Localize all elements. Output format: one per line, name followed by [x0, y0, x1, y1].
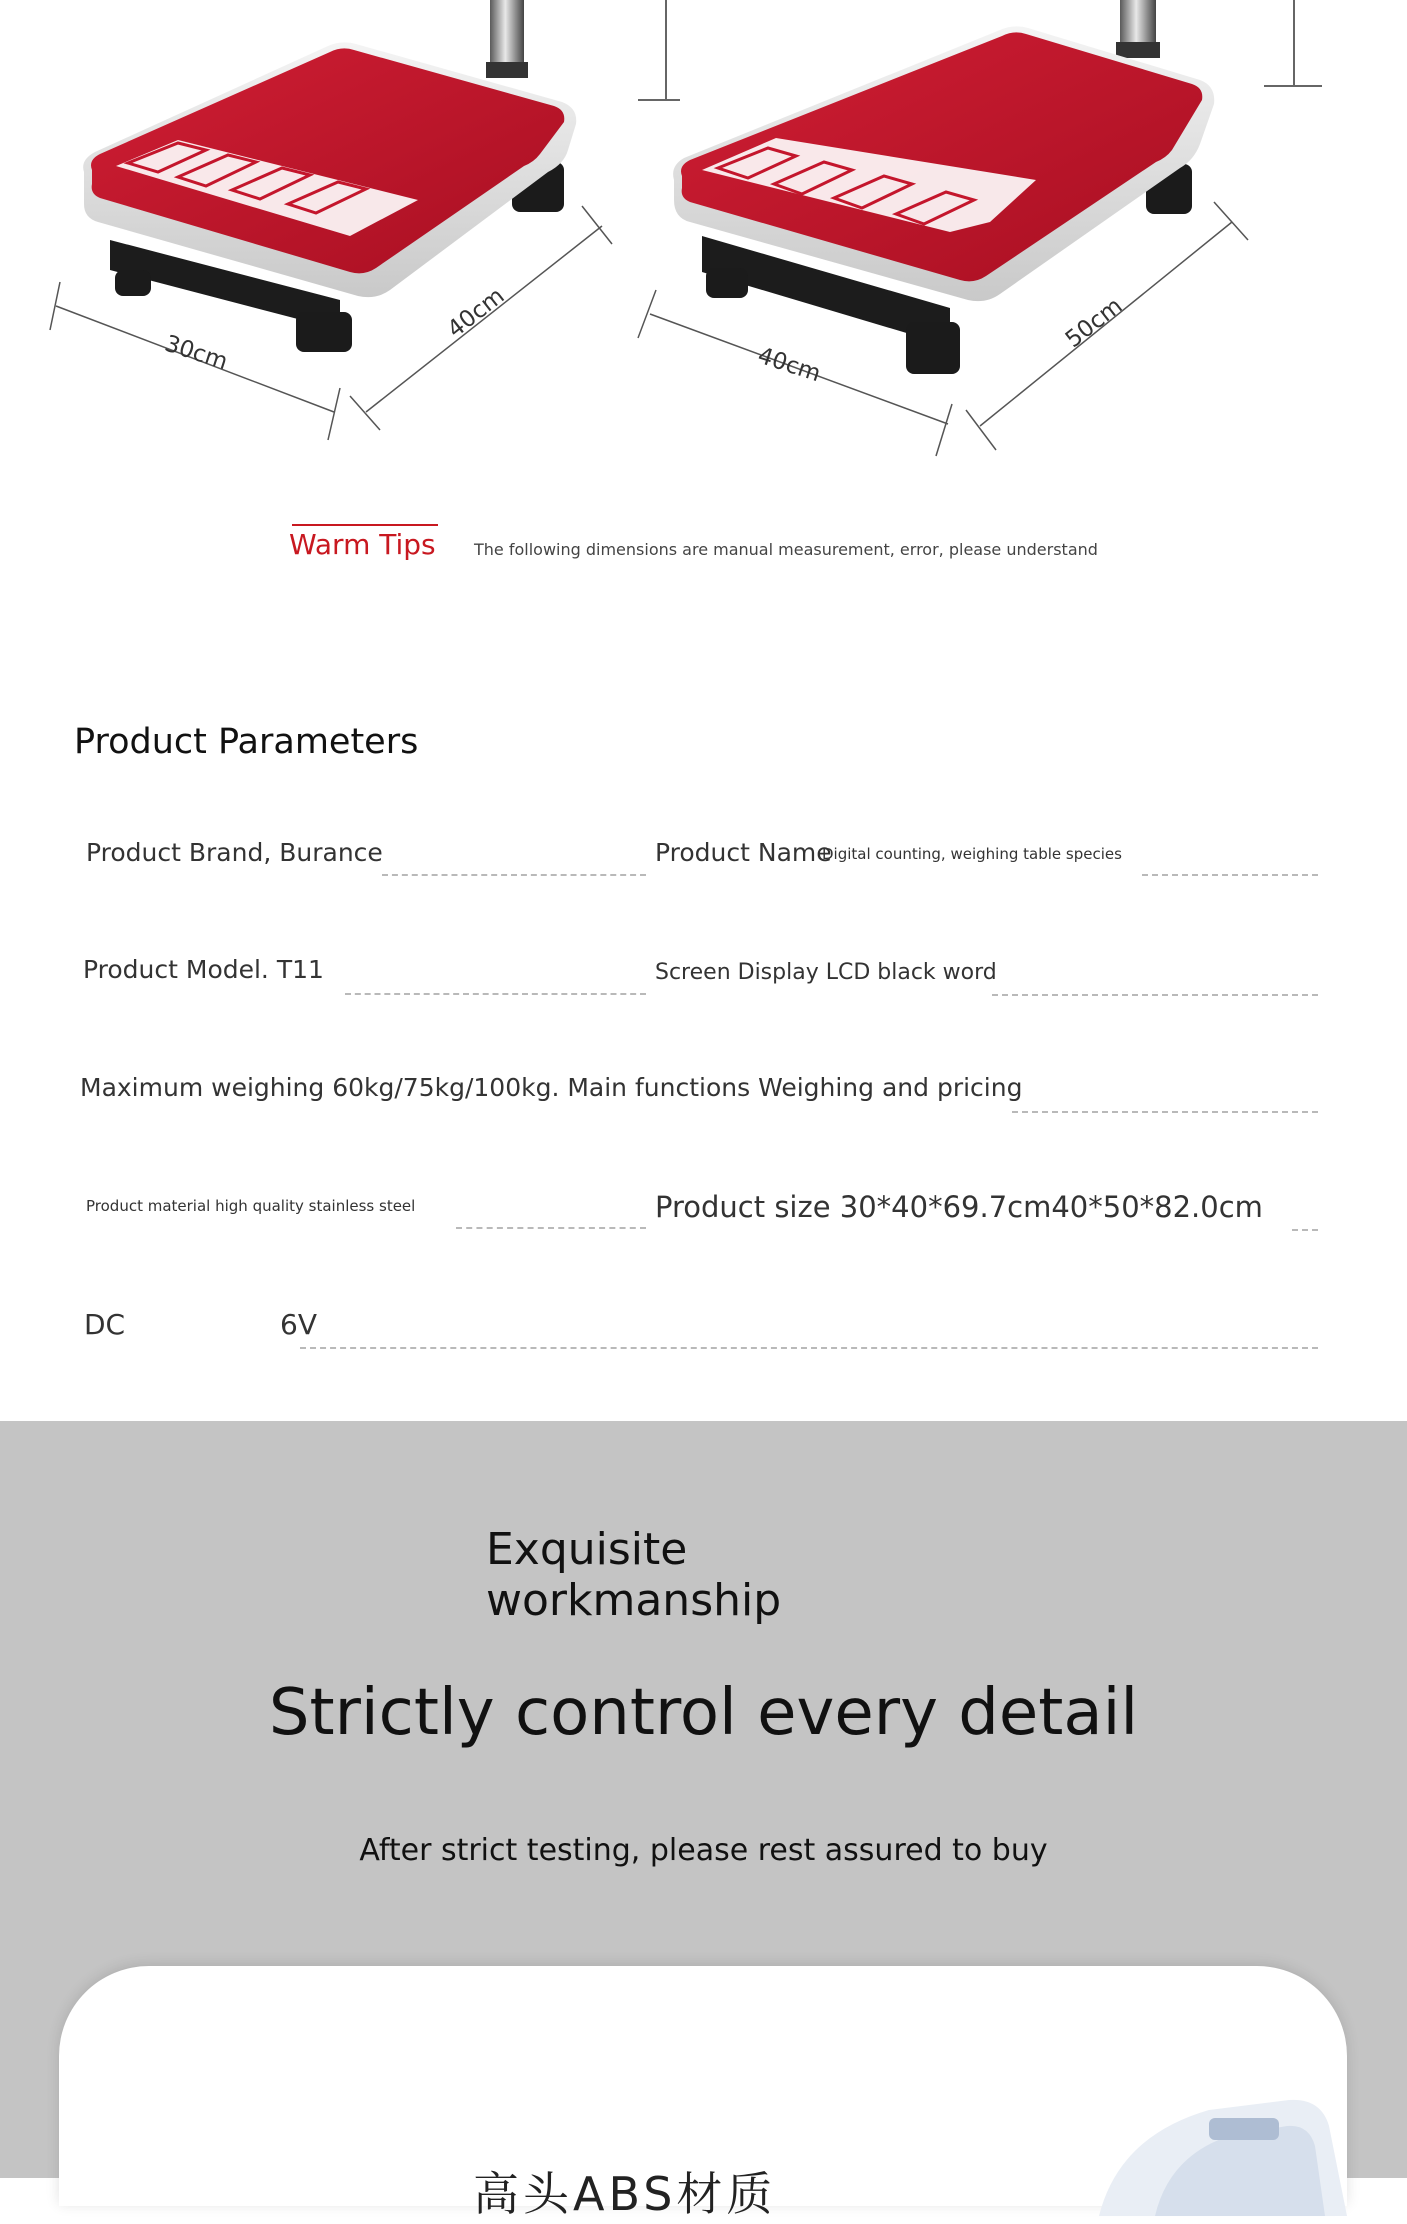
row-divider	[456, 1227, 646, 1229]
warm-tips-underline	[292, 524, 438, 526]
row-divider	[992, 994, 1318, 996]
large-scale-image	[638, 0, 1322, 456]
workmanship-title-line1: Exquisite	[486, 1524, 688, 1575]
workmanship-headline: Strictly control every detail	[268, 1676, 1139, 1750]
warm-tips-text: The following dimensions are manual measurement, error, please understand	[474, 540, 1098, 559]
card-heading: 高头ABS材质	[473, 2167, 777, 2221]
row-divider	[300, 1347, 1318, 1349]
warm-tips-title: Warm Tips	[289, 528, 436, 561]
param-brand: Product Brand, Burance	[86, 838, 383, 867]
workmanship-title	[486, 1524, 781, 1626]
param-power-suffix: 6V	[280, 1308, 317, 1341]
scale-dimension-figure	[0, 0, 1407, 470]
parameters-title: Product Parameters	[74, 722, 419, 762]
param-power-prefix: DC	[84, 1308, 126, 1341]
small-scale-depth-label: 40cm	[442, 282, 510, 344]
param-max-weighing: Maximum weighing 60kg/75kg/100kg. Main functions Weighing and pricing	[80, 1073, 1023, 1102]
large-scale-width-label: 40cm	[754, 342, 824, 388]
param-name-value: Digital counting, weighing table species	[822, 845, 1122, 863]
param-material: Product material high quality stainless steel	[86, 1197, 416, 1215]
row-divider	[1142, 874, 1318, 876]
scale-head-image	[1059, 2096, 1349, 2216]
large-scale-depth-label: 50cm	[1060, 292, 1128, 354]
small-scale-image	[50, 0, 680, 440]
row-divider	[382, 874, 646, 876]
param-model: Product Model. T11	[83, 955, 324, 984]
row-divider	[345, 993, 646, 995]
param-size: Product size 30*40*69.7cm40*50*82.0cm	[655, 1190, 1263, 1224]
workmanship-title-line2: workmanship	[486, 1575, 782, 1626]
workmanship-subtitle: After strict testing, please rest assured to buy	[359, 1833, 1048, 1868]
row-divider	[1012, 1111, 1318, 1113]
row-divider	[1292, 1229, 1318, 1231]
param-screen: Screen Display LCD black word	[655, 960, 997, 985]
small-scale-width-label: 30cm	[161, 330, 231, 376]
param-name-label: Product Name	[655, 838, 832, 867]
